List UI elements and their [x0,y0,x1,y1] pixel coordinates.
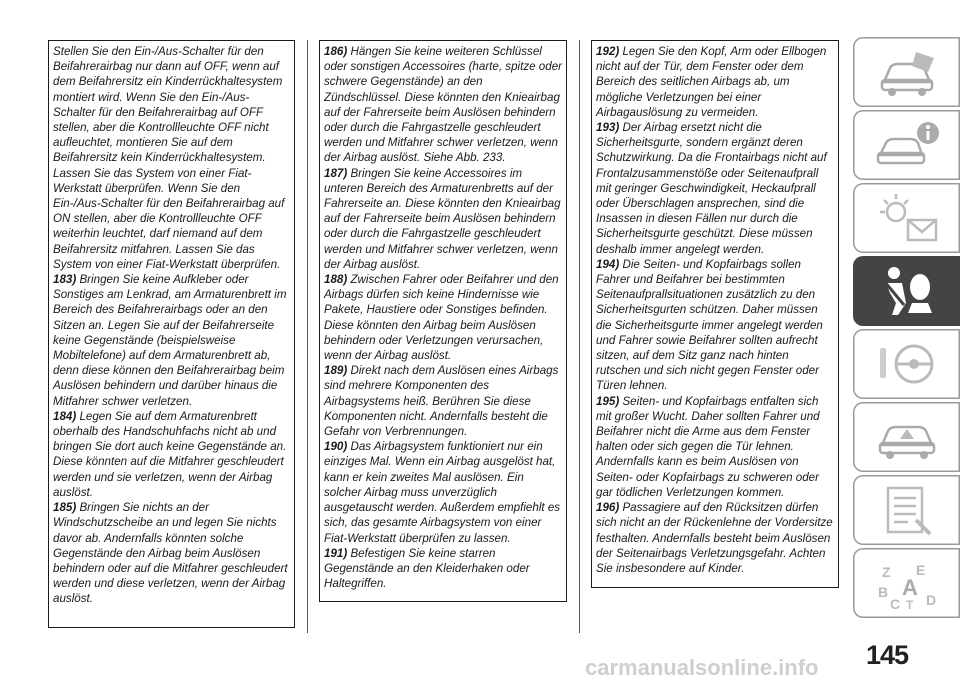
tab-safety[interactable] [853,256,960,326]
car-info-icon [872,117,942,173]
technical-data-icon [872,555,942,611]
warning-box-col3 [591,40,839,588]
tab-warning-lights[interactable] [853,183,960,253]
warning-para: 191) Befestigen Sie keine starren Gegenstände an den Kleiderhaken oder Haltegriffen. [324,546,530,591]
warning-para: 193) Der Airbag ersetzt nicht die Sicherheitsgurte, sondern ergänzt deren Schutzwirkung. Da die Frontairbags nicht auf Frontalzusammenstöße oder Seitenaufprall mit geringer Geschwindigkeit, Heckaufprall oder Überschlagen ansprechen, sind die Insassen in diesen Fällen nur durch die Sicherheitsgurte geschützt. Diese müssen deshalb immer angelegt werden. [596,121,827,256]
tab-driving[interactable] [853,329,960,399]
warning-para: 186) Hängen Sie keine weiteren Schlüssel oder sonstigen Accessoires (harte, spitze oder schwere Gegenstände) an den Zündschlüssel. Diese könnten den Knieairbag auf der Fahrerseite beim Auslösen behindern oder durch die Fahrgastzelle geschleudert werden und Mitfahrer schwer verletzen, wenn der Airbag auslöst. Siehe Abb. 233. [324,45,563,165]
warning-box-col1 [48,40,295,628]
svg-text:T: T [905,598,913,611]
emergency-icon [872,409,942,465]
warning-para: 189) Direkt nach dem Auslösen eines Airbags sind mehrere Komponenten des Airbagsystems heiß. Berühren Sie diese Komponenten nicht. Andernfalls besteht die Gefahr von Verbrennungen. [324,364,559,439]
maintenance-icon [872,482,942,538]
warning-para: 185) Bringen Sie nichts an der Windschutzscheibe an und legen Sie nichts davor ab. Andernfalls könnten solche Gegenstände den Airbag beim Auslösen behindern oder auf die Mitfahrer geschleudert werden und diese verletzen, wenn der Airbag auslöst. [53,501,288,606]
svg-text:C: C [889,596,900,611]
car-dashboard-icon [872,44,942,100]
warning-para: 196) Passagiere auf den Rücksitzen dürfen sich nicht an der Rückenlehne der Vordersitze festhalten. Andernfalls besteht beim Auslösen der Seitenairbags Verletzungsgefahr. Achten Sie insbesondere auf Kinder. [596,501,833,575]
seatbelt-airbag-icon [872,263,942,319]
warning-para: 184) Legen Sie auf dem Armaturenbrett oberhalb des Handschuhfachs nicht ab und bringen Sie dort auch keine Gegenstände an. Diese könnten auf die Mitfahrer geschleudert werden und sie verletzen, wenn der Airbag auslöst. [53,409,287,499]
svg-text:D: D [925,592,936,608]
tab-dashboard[interactable] [853,37,960,107]
column-divider [307,40,308,633]
warning-para: 190) Das Airbagsystem funktioniert nur ein einziges Mal. Wenn ein Airbag ausgelöst hat, kann er kein zweites Mal auslösen. Ein solcher Airbag muss unverzüglich ausgetauscht werden. Außerdem empfiehlt es sich, das gesamte Airbagsystem von einer Fiat-Werkstatt überprüfen zu lassen. [324,440,561,545]
watermark: carmanualsonline.info [585,655,819,680]
page-number: 145 [866,640,909,670]
warning-box-col2 [319,40,567,602]
warning-para: 188) Zwischen Fahrer oder Beifahrer und den Airbags dürfen sich keine Hindernisse wie Pakete, Haustiere oder Sonstiges befinden. Diese könnten den Airbag beim Auslösen behindern oder Verletzungen verursachen, wenn der Airbag auslöst. [324,273,559,363]
warning-para: 183) Bringen Sie keine Aufkleber oder Sonstiges am Lenkrad, am Armaturenbrett im Bereich des Beifahrerairbags oder an den Sitzen an. Legen Sie auf der Beifahrerseite keine Gegenstände (beispielsweise Mobiltelefone) auf dem Armaturenbrett ab, denn diese können den Beifahrerairbag beim Auslösen behindern und darüber hinaus die Mitfahrer schwer verletzen. [53,273,287,408]
warning-para: 192) Legen Sie den Kopf, Arm oder Ellbogen nicht auf der Tür, dem Fenster oder dem Bereich des seitlichen Airbags ab, um mögliche Verletzungen bei einer Airbagauslösung zu vermeiden. [596,45,827,119]
tab-info[interactable] [853,110,960,180]
warning-lights-icon [872,190,942,246]
tab-technical-data[interactable] [853,548,960,618]
warning-para: 194) Die Seiten- und Kopfairbags sollen Fahrer und Beifahrer bei bestimmten Seitenaufprallsituationen zusätzlich zu den Sicherheitsgurten schützen. Daher müssen die Sicherheitsgurte immer angelegt werden und Fahrer sowie Beifahrer sollten aufrecht sitzen, auf dem Sitz ganz nach hinten rutschen und sich nicht gegen Fenster oder Türen lehnen. [596,257,823,393]
starting-driving-icon [872,336,942,392]
tab-emergency[interactable] [853,402,960,472]
svg-text:A: A [901,575,918,600]
warning-para: 187) Bringen Sie keine Accessoires im unteren Bereich des Armaturenbretts auf der Fahrerseite an. Diese könnten den Knieairbag auf der Fahrerseite beim Auslösen behindern oder durch die Fahrgastzelle geschleudert werden und Mitfahrer schwer verletzen, wenn der Airbag auslöst. [324,166,561,271]
svg-text:B: B [877,584,888,600]
column-divider [579,40,580,633]
tab-maintenance[interactable] [853,475,960,545]
warning-para: Stellen Sie den Ein-/Aus-Schalter für den Beifahrerairbag nur dann auf OFF, wenn auf dem Beifahrersitz ein Kinderrückhaltesystem montiert wird. Wenn Sie den Ein-/Aus-Schalter für den Beifahrerairbag auf OFF stellen, aber die Kontrollleuchte OFF nicht aufleuchtet, montieren Sie auf dem Beifahrersitz kein Kinderrückhaltesystem. Lassen Sie das System von einer Fiat-Werkstatt überprüfen. Wenn Sie den Ein-/Aus-Schalter für den Beifahrerairbag auf ON stellen, aber die Kontrollleuchte OFF weiterhin leuchtet, darf niemand auf dem Beifahrersitz mitfahren. Lassen Sie das System von einer Fiat-Werkstatt überprüfen. [53,45,285,271]
svg-text:E: E [915,562,925,578]
warning-para: 195) Seiten- und Kopfairbags entfalten sich mit großer Wucht. Daher sollten Fahrer und Beifahrer nicht die Arme aus dem Fenster halten oder sich gegen die Tür lehnen. Andernfalls kann es beim Auslösen von Seiten- oder Kopfairbags zu schweren oder gar tödlichen Verletzungen kommen. [596,394,820,499]
svg-text:Z: Z [881,564,891,580]
